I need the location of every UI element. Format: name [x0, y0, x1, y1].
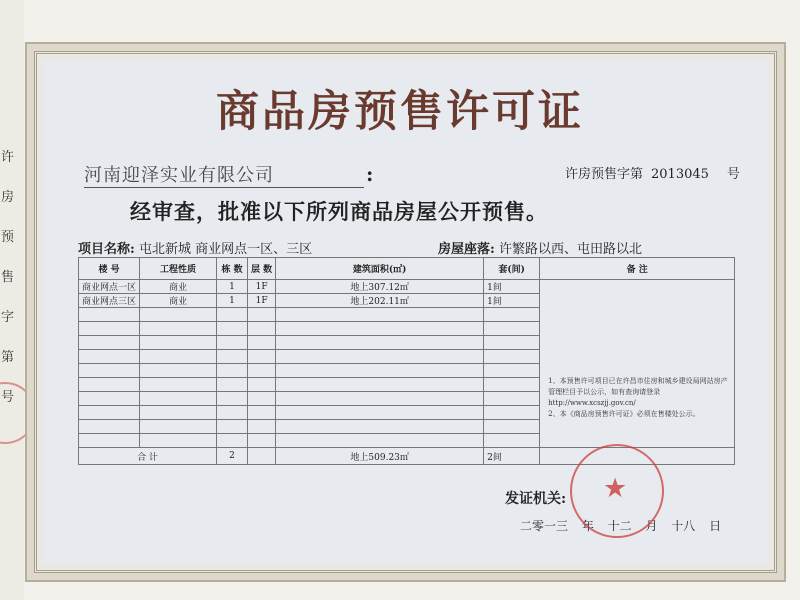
- project-label: 项目名称:: [78, 242, 135, 257]
- issuing-authority-label: 发证机关:: [505, 491, 567, 507]
- location-line: [438, 238, 642, 257]
- header-area: 建筑面积(㎡): [276, 258, 484, 280]
- stub-char: 字: [1, 310, 15, 325]
- cell-count: 1: [217, 280, 248, 294]
- company-colon: :: [366, 162, 374, 186]
- cell-area: 地上202.11㎡: [276, 294, 484, 308]
- stub-char: 号: [1, 390, 15, 405]
- total-units: 2间: [484, 448, 540, 465]
- cell-floors: 1F: [248, 280, 276, 294]
- issue-date: 二零一三 年 十二 月 十八 日: [520, 519, 722, 533]
- cell-building: 商业网点三区: [79, 294, 140, 308]
- header-floors: 层 数: [248, 258, 276, 280]
- header-units: 套(间): [484, 258, 540, 280]
- cell-count: 1: [217, 294, 248, 308]
- approval-statement: 经审查，批准以下所列商品房屋公开预售。: [130, 199, 548, 224]
- total-label: 合 计: [79, 448, 217, 465]
- cell-building: 商业网点一区: [79, 280, 140, 294]
- cell-floors: 1F: [248, 294, 276, 308]
- table-header-row: [79, 258, 735, 280]
- note-item: 1、本预售许可项目已在许昌市住房和城乡建设局网站房产管理栏目予以公示，如有查询请登录 http://www.xcszjj.gov.cn/: [548, 377, 728, 407]
- cell-units: 1间: [484, 280, 540, 294]
- project-name: 屯北新城 商业网点一区、三区: [138, 242, 313, 257]
- permit-suffix: 号: [726, 167, 740, 182]
- property-table: [78, 257, 735, 465]
- header-notes: 备 注: [540, 258, 735, 280]
- stub-char: 预: [1, 230, 15, 245]
- location-value: 许繁路以西、屯田路以北: [498, 242, 642, 257]
- stub-char: 许: [1, 150, 15, 165]
- table-row: [79, 280, 735, 294]
- location-label: 房屋座落:: [438, 242, 495, 257]
- total-count: 2: [217, 448, 248, 465]
- star-icon: ★: [603, 473, 628, 504]
- header-count: 栋 数: [217, 258, 248, 280]
- note-item: 2、本《商品房预售许可证》必须在售楼处公示。: [548, 410, 700, 418]
- stub-char: 售: [1, 270, 15, 285]
- permit-number: 2013045: [651, 167, 709, 182]
- header-building: 楼 号: [79, 258, 140, 280]
- stub-char: 第: [1, 350, 15, 365]
- total-area: 地上509.23㎡: [276, 448, 484, 465]
- permit-label: 许房预售字第: [565, 167, 644, 182]
- cell-type: 商业: [140, 280, 217, 294]
- cell-units: 1间: [484, 294, 540, 308]
- project-line: [78, 238, 312, 257]
- header-type: 工程性质: [140, 258, 217, 280]
- cell-area: 地上307.12㎡: [276, 280, 484, 294]
- official-seal: [570, 444, 664, 538]
- notes-cell: [540, 280, 735, 448]
- stub-char: 房: [1, 190, 15, 205]
- company-name: 河南迎泽实业有限公司: [84, 161, 364, 188]
- permit-number-line: [565, 163, 740, 182]
- cell-type: 商业: [140, 294, 217, 308]
- certificate-title: 商品房预售许可证: [216, 87, 584, 137]
- certificate-stub: [0, 0, 24, 600]
